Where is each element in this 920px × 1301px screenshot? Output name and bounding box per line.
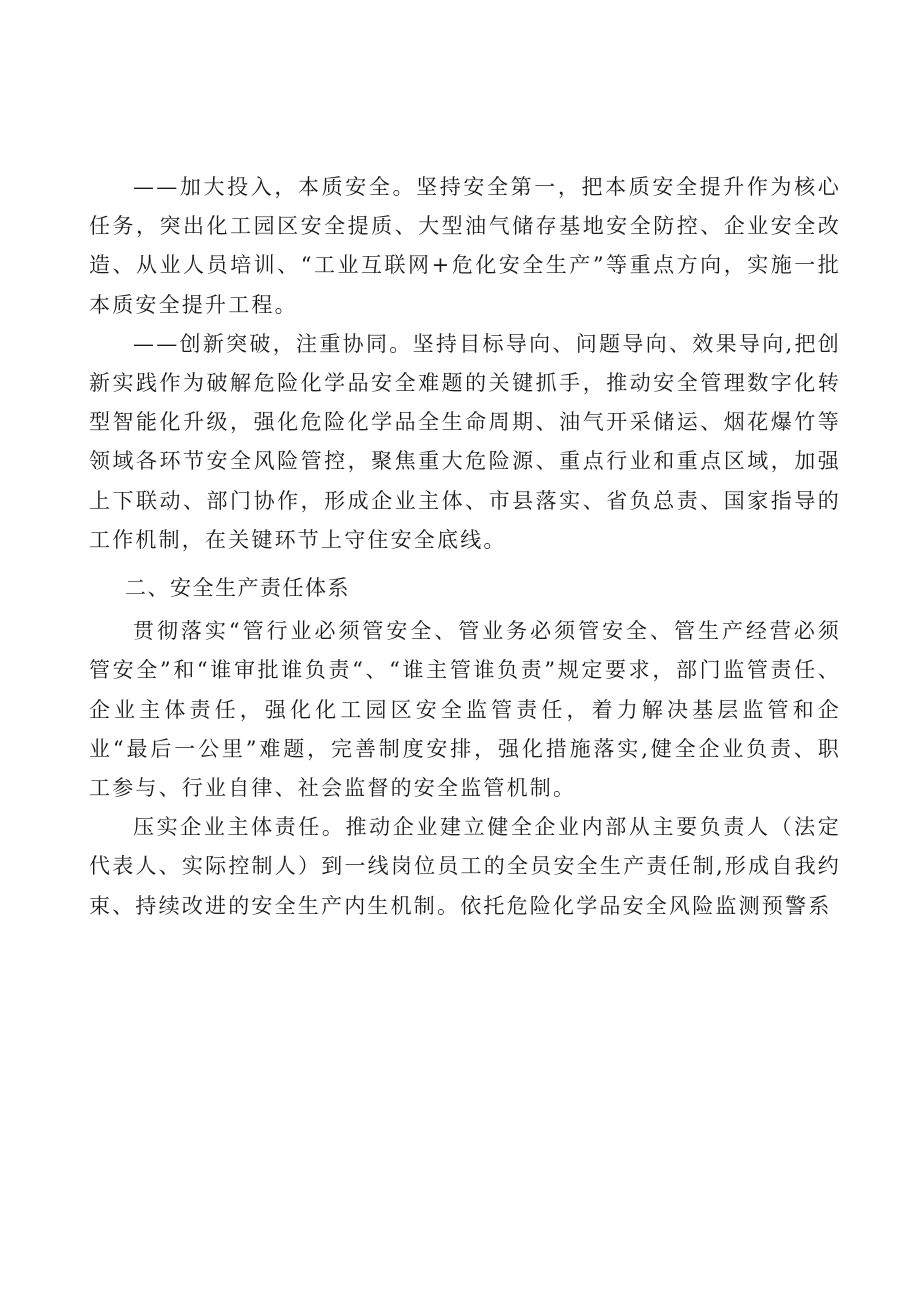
paragraph-responsibility-requirements: 贯彻落实“管行业必须管安全、管业务必须管安全、管生产经营必须管安全”和“谁审批谁负责“、“谁主管谁负责”规定要求，部门监管责任、企业主体责任，强化化工园区安全监管责任，着力解决基层监管和企业“最后一公里”难题，完善制度安排，强化措施落实,健全企业负责、职工参与、行业自律、社会监督的安全监管机制。 <box>89 619 841 801</box>
paragraph-enterprise-responsibility: 压实企业主体责任。推动企业建立健全企业内部从主要负责人（法定代表人、实际控制人）到一线岗位员工的全员安全生产责任制,形成自我约束、持续改进的安全生产内生机制。依托危险化学品安全风险监测预警系 <box>89 815 841 918</box>
document-body <box>89 168 841 926</box>
section-heading: 二、安全生产责任体系 <box>125 576 350 601</box>
paragraph-innovation-coordination: ——创新突破，注重协同。坚持目标导向、问题导向、效果导向,把创新实践作为破解危险化学品安全难题的关键抓手，推动安全管理数字化转型智能化升级，强化危险化学品全生命周期、油气开采储运、烟花爆竹等领域各环节安全风险管控，聚焦重大危险源、重点行业和重点区域，加强上下联动、部门协作，形成企业主体、市县落实、省负总责、国家指导的工作机制，在关键环节上守住安全底线。 <box>89 331 841 552</box>
paragraph-intrinsic-safety: ——加大投入，本质安全。坚持安全第一，把本质安全提升作为核心任务，突出化工园区安全提质、大型油气储存基地安全防控、企业安全改造、从业人员培训、“工业互联网+危化安全生产”等重点方向，实施一批本质安全提升工程。 <box>89 175 841 317</box>
